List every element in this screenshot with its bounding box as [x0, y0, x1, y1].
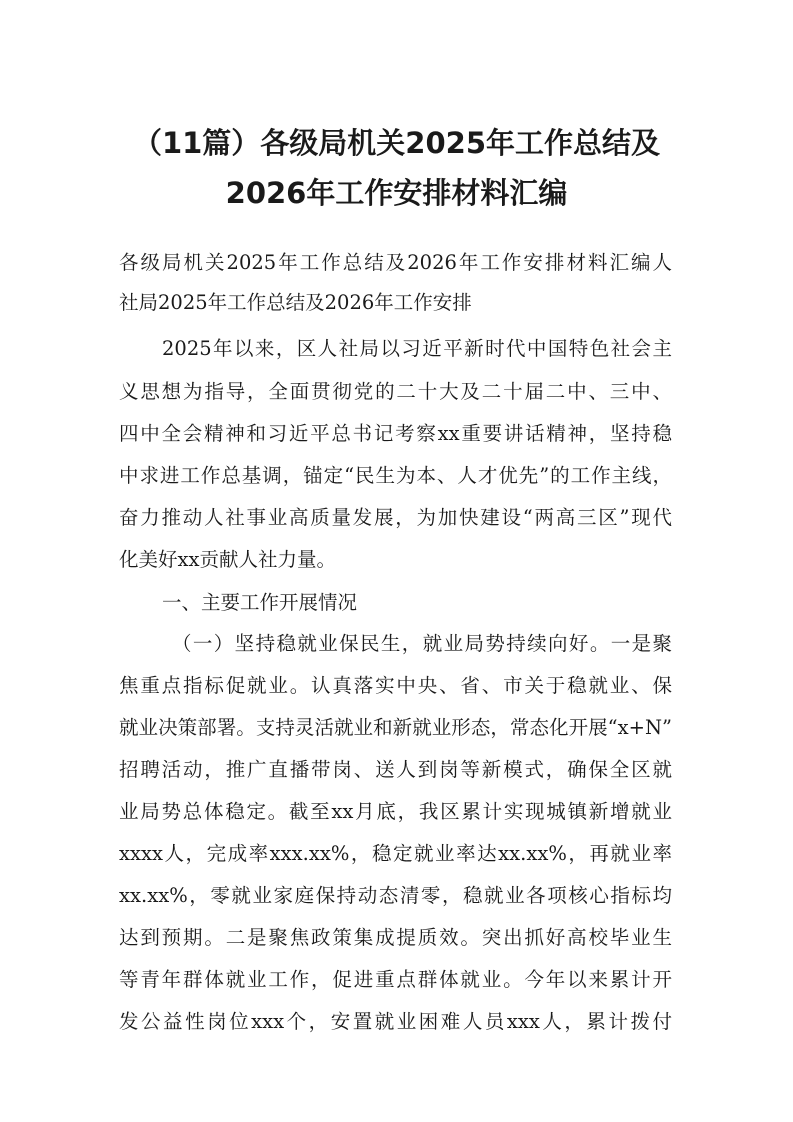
body-line: 奋力推动人社事业高质量发展，为加快建设“两高三区”现代: [119, 506, 672, 529]
document-title-line-2: 2026年工作安排材料汇编: [225, 176, 568, 210]
body-line: 2025年以来，区人社局以习近平新时代中国特色社会主: [162, 337, 672, 360]
body-line: 等青年群体就业工作，促进重点群体就业。今年以来累计开: [119, 968, 672, 991]
body-line: 达到预期。二是聚焦政策集成提质效。突出抓好高校毕业生: [119, 926, 672, 949]
body-line: xx.xx%，零就业家庭保持动态清零，稳就业各项核心指标均: [119, 884, 672, 907]
body-line: 发公益性岗位xxx个，安置就业困难人员xxx人，累计拨付: [119, 1010, 672, 1033]
body-line: 招聘活动，推广直播带岗、送人到岗等新模式，确保全区就: [119, 758, 672, 781]
document-title-line-1: （11篇）各级局机关2025年工作总结及: [132, 126, 661, 160]
body-line: 四中全会精神和习近平总书记考察xx重要讲话精神，坚持稳: [119, 422, 672, 445]
body-line: 焦重点指标促就业。认真落实中央、省、市关于稳就业、保: [119, 674, 672, 697]
body-line: 业局势总体稳定。截至xx月底，我区累计实现城镇新增就业: [119, 800, 672, 823]
body-line: 各级局机关2025年工作总结及2026年工作安排材料汇编人: [119, 251, 672, 274]
body-line: xxxx人，完成率xxx.xx%，稳定就业率达xx.xx%，再就业率: [119, 842, 672, 865]
body-line: 就业决策部署。支持灵活就业和新就业形态，常态化开展“x+N”: [119, 716, 672, 739]
section-heading: 一、主要工作开展情况: [162, 591, 358, 614]
body-line: 中求进工作总基调，锚定“民生为本、人才优先”的工作主线，: [119, 464, 672, 487]
body-line: 社局2025年工作总结及2026年工作安排: [119, 291, 472, 314]
body-line: 义思想为指导，全面贯彻党的二十大及二十届二中、三中、: [119, 380, 672, 403]
body-line: 化美好xx贡献人社力量。: [119, 548, 336, 571]
body-line: （一）坚持稳就业保民生，就业局势持续向好。一是聚: [172, 632, 672, 655]
